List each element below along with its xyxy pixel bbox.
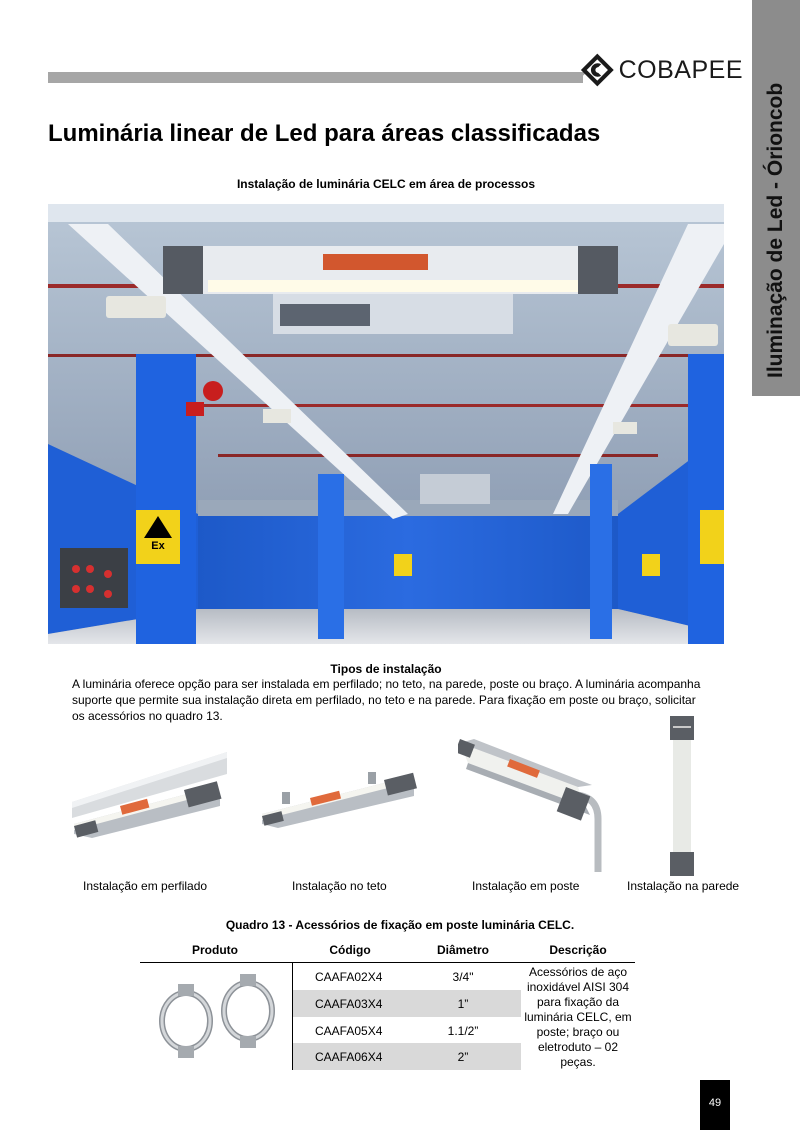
- side-tab-label: Iluminação de Led - Órioncob: [764, 82, 787, 378]
- brand-logo: [578, 52, 743, 88]
- row-diameter: 3/4": [452, 970, 474, 984]
- page-number: 49: [700, 1080, 730, 1130]
- process-area-photo: [48, 204, 724, 644]
- brand-name: COBAPEE: [618, 55, 743, 84]
- installation-title: Tipos de instalação: [330, 662, 442, 676]
- header-product: Produto: [192, 943, 238, 957]
- table-caption: Quadro 13 - Acessórios de fixação em poste luminária CELC.: [225, 918, 575, 932]
- installation-wall-image: [670, 716, 694, 876]
- row-diameter: 1”: [457, 997, 469, 1011]
- header-rule: [48, 72, 583, 83]
- row-code: CAAFA03X4: [315, 997, 383, 1011]
- label-perfilado: Instalação em perfilado: [83, 879, 208, 893]
- page-title: Luminária linear de Led para áreas classificadas: [48, 120, 601, 147]
- installation-perfilado-image: [72, 752, 227, 842]
- installation-ceiling-image: [258, 770, 418, 830]
- header-description: Descrição: [549, 943, 607, 957]
- accessory-description: Acessórios de aço inoxidável AISI 304 para fixação da luminária CELC, em poste; braço ou eletroduto – 02 peças.: [524, 965, 632, 1069]
- row-diameter: 2”: [457, 1050, 469, 1064]
- row-code: CAAFA05X4: [315, 1024, 383, 1038]
- row-code: CAAFA06X4: [315, 1050, 383, 1064]
- brand-diamond-icon: [578, 52, 617, 88]
- photo-caption: Instalação de luminária CELC em área de processos: [236, 177, 536, 191]
- header-code: Código: [329, 943, 371, 957]
- label-pole: Instalação em poste: [472, 879, 580, 893]
- table-row: [293, 990, 521, 1017]
- label-wall: Instalação na parede: [627, 879, 740, 893]
- label-ceiling: Instalação no teto: [292, 879, 387, 893]
- header-diameter: Diâmetro: [436, 943, 489, 957]
- table-row: [293, 963, 521, 990]
- installation-text: A luminária oferece opção para ser instalada em perfilado; no teto, na parede, poste ou braço. A luminária acompanha suporte que permite sua instalação direta em perfilado, no teto e na parede. Para fixação em poste ou braço, solicitar os acessórios no quadro 13.: [72, 677, 701, 723]
- installation-pole-image: [458, 737, 618, 872]
- pole-clamps-image: [150, 966, 285, 1066]
- row-code: CAAFA02X4: [315, 970, 383, 984]
- ex-sign-label: Ex: [151, 540, 165, 552]
- table-row: [293, 1017, 521, 1044]
- section-side-tab: [752, 0, 800, 396]
- table-row: [293, 1043, 521, 1070]
- row-diameter: 1.1/2”: [447, 1024, 479, 1038]
